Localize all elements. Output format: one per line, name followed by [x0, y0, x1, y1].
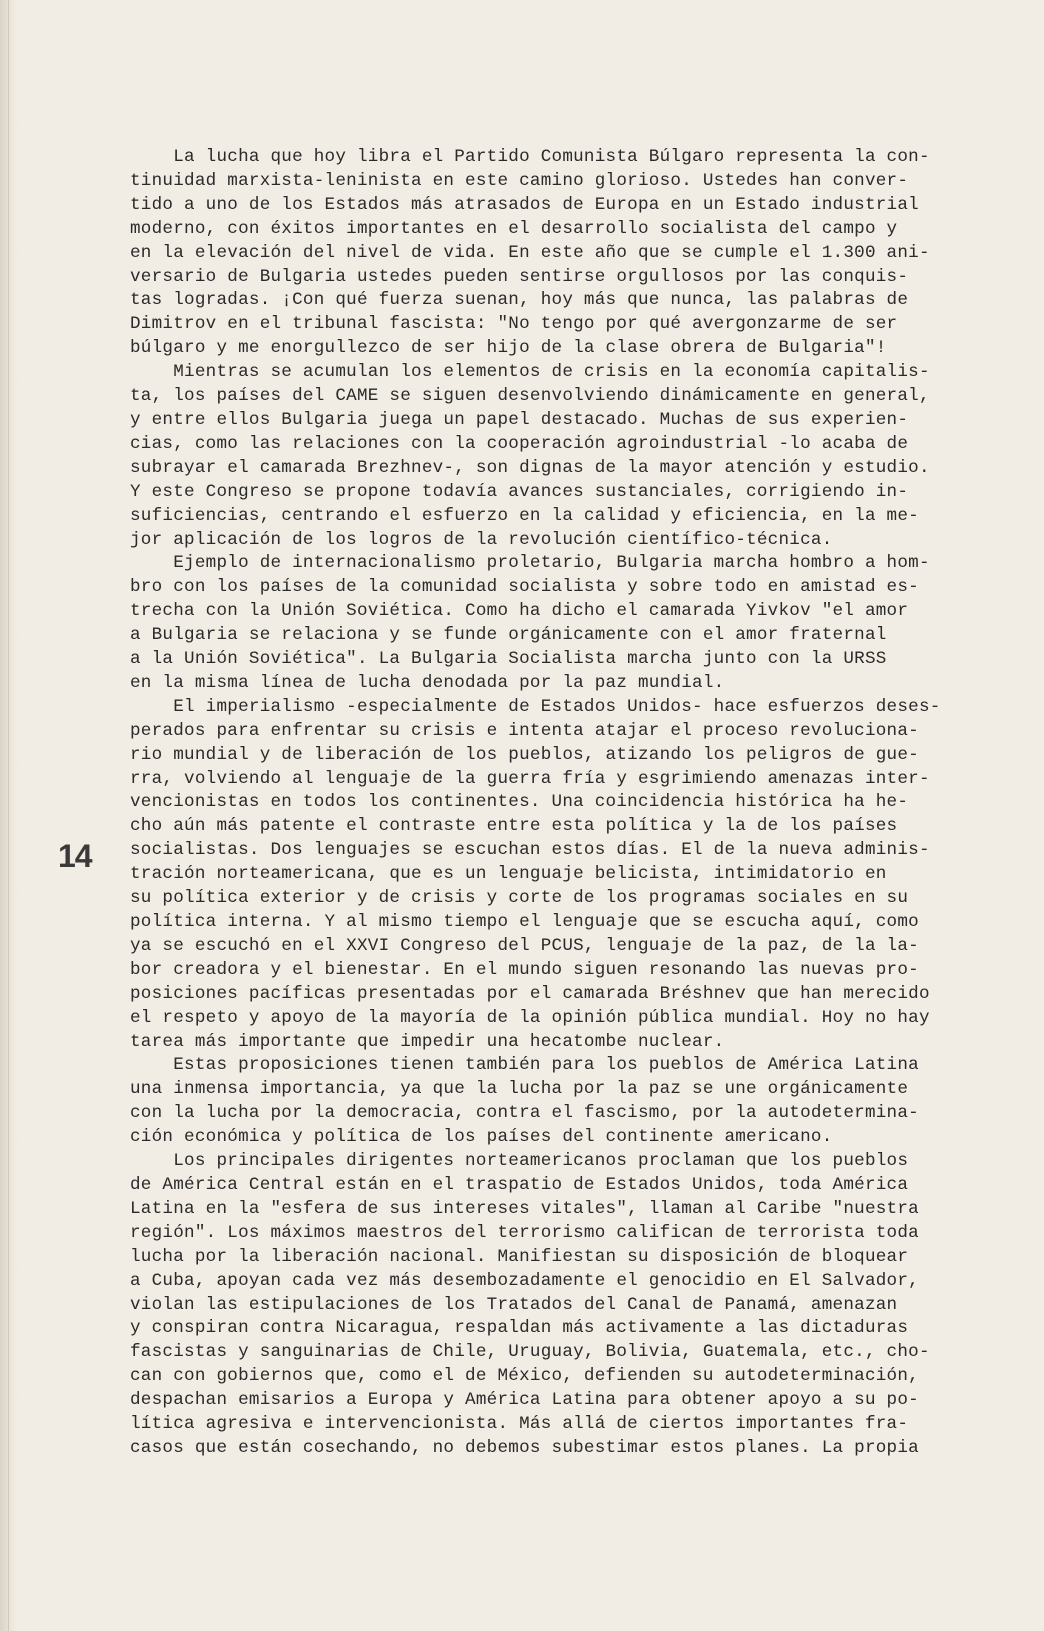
- text-line: suficiencias, centrando el esfuerzo en la calidad y eficiencia, en la me-: [130, 505, 919, 526]
- text-line: subrayar el camarada Brezhnev-, son dignas de la mayor atención y estudio.: [130, 457, 930, 478]
- text-line: Estas proposiciones tienen también para los pueblos de América Latina: [130, 1055, 919, 1076]
- text-line: en la misma línea de lucha denodada por la paz mundial.: [130, 672, 725, 693]
- text-line: tido a uno de los Estados más atrasados de Europa en un Estado industrial: [130, 194, 919, 215]
- text-line: política interna. Y al mismo tiempo el lenguaje que se escucha aquí, como: [130, 912, 919, 932]
- text-line: región". Los máximos maestros del terrorismo califican de terrorista toda: [130, 1222, 919, 1243]
- text-line: El imperialismo -especialmente de Estados Unidos- hace esfuerzos deses-: [130, 696, 941, 717]
- text-line: de América Central están en el traspatio de Estados Unidos, toda América: [130, 1174, 909, 1195]
- text-line: a Bulgaria se relaciona y se funde orgánicamente con el amor fraternal: [130, 625, 887, 646]
- text-line: en la elevación del nivel de vida. En este año que se cumple el 1.300 ani-: [130, 242, 930, 263]
- text-line: su política exterior y de crisis y corte de los programas sociales en su: [130, 888, 909, 909]
- text-line: una inmensa importancia, ya que la lucha por la paz se une orgánicamente: [130, 1079, 909, 1100]
- text-line: ya se escuchó en el XXVI Congreso del PCUS, lenguaje de la paz, de la la-: [130, 935, 919, 956]
- text-line: casos que están cosechando, no debemos subestimar estos planes. La propia: [130, 1437, 919, 1458]
- text-line: tarea más importante que impedir una hecatombe nuclear.: [130, 1031, 725, 1052]
- text-line: con la lucha por la democracia, contra el fascismo, por la autodetermina-: [130, 1103, 919, 1124]
- text-line: perados para enfrentar su crisis e intenta atajar el proceso revoluciona-: [130, 720, 919, 741]
- text-line: tinuidad marxista-leninista en este camino glorioso. Ustedes han conver-: [130, 170, 909, 191]
- text-line: La lucha que hoy libra el Partido Comunista Búlgaro representa la con-: [130, 147, 930, 167]
- text-line: Latina en la "esfera de sus intereses vitales", llaman al Caribe "nuestra: [130, 1198, 919, 1219]
- text-line: can con gobiernos que, como el de México, defienden su autodeterminación,: [130, 1366, 919, 1387]
- text-line: cias, como las relaciones con la cooperación agroindustrial -lo acaba de: [130, 433, 909, 454]
- text-line: a la Unión Soviética". La Bulgaria Socialista marcha junto con la URSS: [130, 649, 887, 670]
- body-text: [130, 146, 1030, 1461]
- text-line: moderno, con éxitos importantes en el desarrollo socialista del campo y: [130, 218, 898, 239]
- text-line: cho aún más patente el contraste entre esta política y la de los países: [130, 816, 898, 837]
- text-line: y entre ellos Bulgaria juega un papel destacado. Muchas de sus experien-: [130, 409, 909, 430]
- text-line: a Cuba, apoyan cada vez más desembozadamente el genocidio en El Salvador,: [130, 1270, 919, 1291]
- text-line: Y este Congreso se propone todavía avances sustanciales, corrigiendo in-: [130, 481, 909, 502]
- text-line: Dimitrov en el tribunal fascista: "No tengo por qué avergonzarme de ser: [130, 314, 898, 335]
- text-line: tración norteamericana, que es un lenguaje belicista, intimidatorio en: [130, 864, 887, 885]
- text-line: versario de Bulgaria ustedes pueden sentirse orgullosos por las conquis-: [130, 266, 909, 287]
- page-number: 14: [58, 838, 92, 874]
- text-line: lítica agresiva e intervencionista. Más allá de ciertos importantes fra-: [130, 1414, 909, 1435]
- text-line: socialistas. Dos lenguajes se escuchan estos días. El de la nueva adminis-: [130, 840, 930, 861]
- text-line: ta, los países del CAME se siguen desenvolviendo dinámicamente en general,: [130, 386, 930, 407]
- text-line: bro con los países de la comunidad socialista y sobre todo en amistad es-: [130, 577, 919, 598]
- text-line: Los principales dirigentes norteamericanos proclaman que los pueblos: [130, 1151, 909, 1172]
- text-line: lucha por la liberación nacional. Manifiestan su disposición de bloquear: [130, 1246, 909, 1267]
- text-line: vencionistas en todos los continentes. Una coincidencia histórica ha he-: [130, 792, 909, 813]
- text-line: violan las estipulaciones de los Tratados del Canal de Panamá, amenazan: [130, 1294, 898, 1315]
- text-line: tas logradas. ¡Con qué fuerza suenan, hoy más que nunca, las palabras de: [130, 290, 909, 311]
- text-line: despachan emisarios a Europa y América Latina para obtener apoyo a su po-: [130, 1390, 919, 1411]
- page-edge: [0, 0, 18, 1631]
- text-line: Ejemplo de internacionalismo proletario, Bulgaria marcha hombro a hom-: [130, 553, 930, 574]
- text-line: ción económica y política de los países del continente americano.: [130, 1127, 833, 1148]
- text-line: rra, volviendo al lenguaje de la guerra fría y esgrimiendo amenazas inter-: [130, 768, 930, 789]
- text-line: y conspiran contra Nicaragua, respaldan más activamente a las dictaduras: [130, 1318, 909, 1339]
- text-line: posiciones pacíficas presentadas por el camarada Bréshnev que han merecido: [130, 983, 930, 1004]
- text-line: búlgaro y me enorgullezco de ser hijo de la clase obrera de Bulgaria"!: [130, 338, 887, 359]
- text-line: el respeto y apoyo de la mayoría de la opinión pública mundial. Hoy no hay: [130, 1007, 930, 1028]
- text-line: trecha con la Unión Soviética. Como ha dicho el camarada Yivkov "el amor: [130, 601, 909, 622]
- text-line: bor creadora y el bienestar. En el mundo siguen resonando las nuevas pro-: [130, 959, 919, 980]
- text-line: jor aplicación de los logros de la revolución científico-técnica.: [130, 529, 833, 550]
- text-line: rio mundial y de liberación de los pueblos, atizando los peligros de gue-: [130, 744, 919, 765]
- text-line: Mientras se acumulan los elementos de crisis en la economía capitalis-: [130, 362, 930, 383]
- text-line: fascistas y sanguinarias de Chile, Uruguay, Bolivia, Guatemala, etc., cho-: [130, 1342, 930, 1363]
